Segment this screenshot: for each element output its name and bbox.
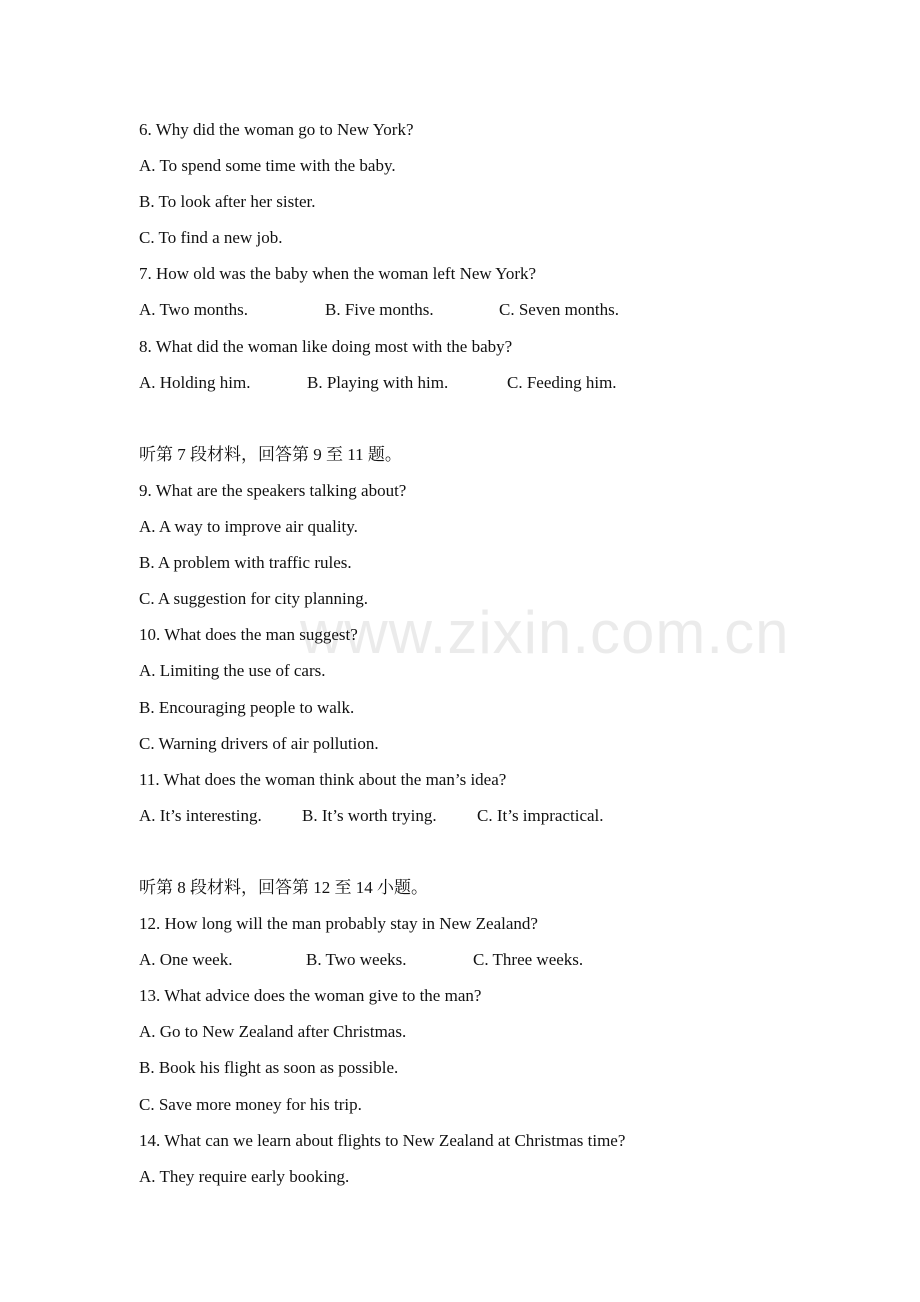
spacer xyxy=(139,401,839,437)
question-7: 7. How old was the baby when the woman left New York? xyxy=(139,264,537,284)
q10-option-c: C. Warning drivers of air pollution. xyxy=(139,733,379,753)
watermark: www.zixin.com.cn xyxy=(300,599,790,666)
question-10: 10. What does the man suggest? xyxy=(139,625,358,645)
question-14: 14. What can we learn about flights to New Zealand at Christmas time? xyxy=(139,1130,626,1150)
q7-option-b: B. Five months. xyxy=(325,300,434,320)
q9-option-b: B. A problem with traffic rules. xyxy=(139,553,352,573)
q6-option-a: A. To spend some time with the baby. xyxy=(139,156,396,176)
q8-option-c: C. Feeding him. xyxy=(507,372,617,392)
q11-option-a: A. It’s interesting. xyxy=(139,805,262,825)
q7-option-c: C. Seven months. xyxy=(499,300,619,320)
question-11: 11. What does the woman think about the man’s idea? xyxy=(139,769,507,789)
q12-option-a: A. One week. xyxy=(139,950,233,970)
q13-option-b: B. Book his flight as soon as possible. xyxy=(139,1058,399,1078)
q6-option-c: C. To find a new job. xyxy=(139,228,283,248)
q12-option-b: B. Two weeks. xyxy=(306,950,407,970)
q8-options xyxy=(139,365,839,401)
question-13: 13. What advice does the woman give to the man? xyxy=(139,986,482,1006)
question-6: 6. Why did the woman go to New York? xyxy=(139,120,414,139)
q7-option-a: A. Two months. xyxy=(139,300,249,320)
section-8-instruction: 听第 8 段材料，回答第 12 至 14 小题。 xyxy=(139,877,428,897)
question-9: 9. What are the speakers talking about? xyxy=(139,480,407,500)
q10-option-a: A. Limiting the use of cars. xyxy=(139,661,326,681)
q6-option-b: B. To look after her sister. xyxy=(139,192,316,212)
question-12: 12. How long will the man probably stay in New Zealand? xyxy=(139,914,538,934)
q11-option-b: B. It’s worth trying. xyxy=(302,805,437,825)
q10-option-b: B. Encouraging people to walk. xyxy=(139,697,355,717)
q11-option-c: C. It’s impractical. xyxy=(477,805,604,825)
q8-option-a: A. Holding him. xyxy=(139,372,251,392)
spacer xyxy=(139,834,839,870)
q12-option-c: C. Three weeks. xyxy=(473,950,584,970)
q9-option-a: A. A way to improve air quality. xyxy=(139,517,358,537)
q13-option-a: A. Go to New Zealand after Christmas. xyxy=(139,1022,407,1042)
section-7-instruction: 听第 7 段材料，回答第 9 至 11 题。 xyxy=(139,444,402,464)
q7-options xyxy=(139,292,839,328)
q9-option-c: C. A suggestion for city planning. xyxy=(139,589,369,609)
question-8: 8. What did the woman like doing most with the baby? xyxy=(139,336,513,356)
q13-option-c: C. Save more money for his trip. xyxy=(139,1094,362,1114)
q8-option-b: B. Playing with him. xyxy=(307,372,449,392)
exam-page xyxy=(139,112,839,1195)
q14-option-a: A. They require early booking. xyxy=(139,1166,350,1186)
q11-options xyxy=(139,798,839,834)
q12-options xyxy=(139,942,839,978)
